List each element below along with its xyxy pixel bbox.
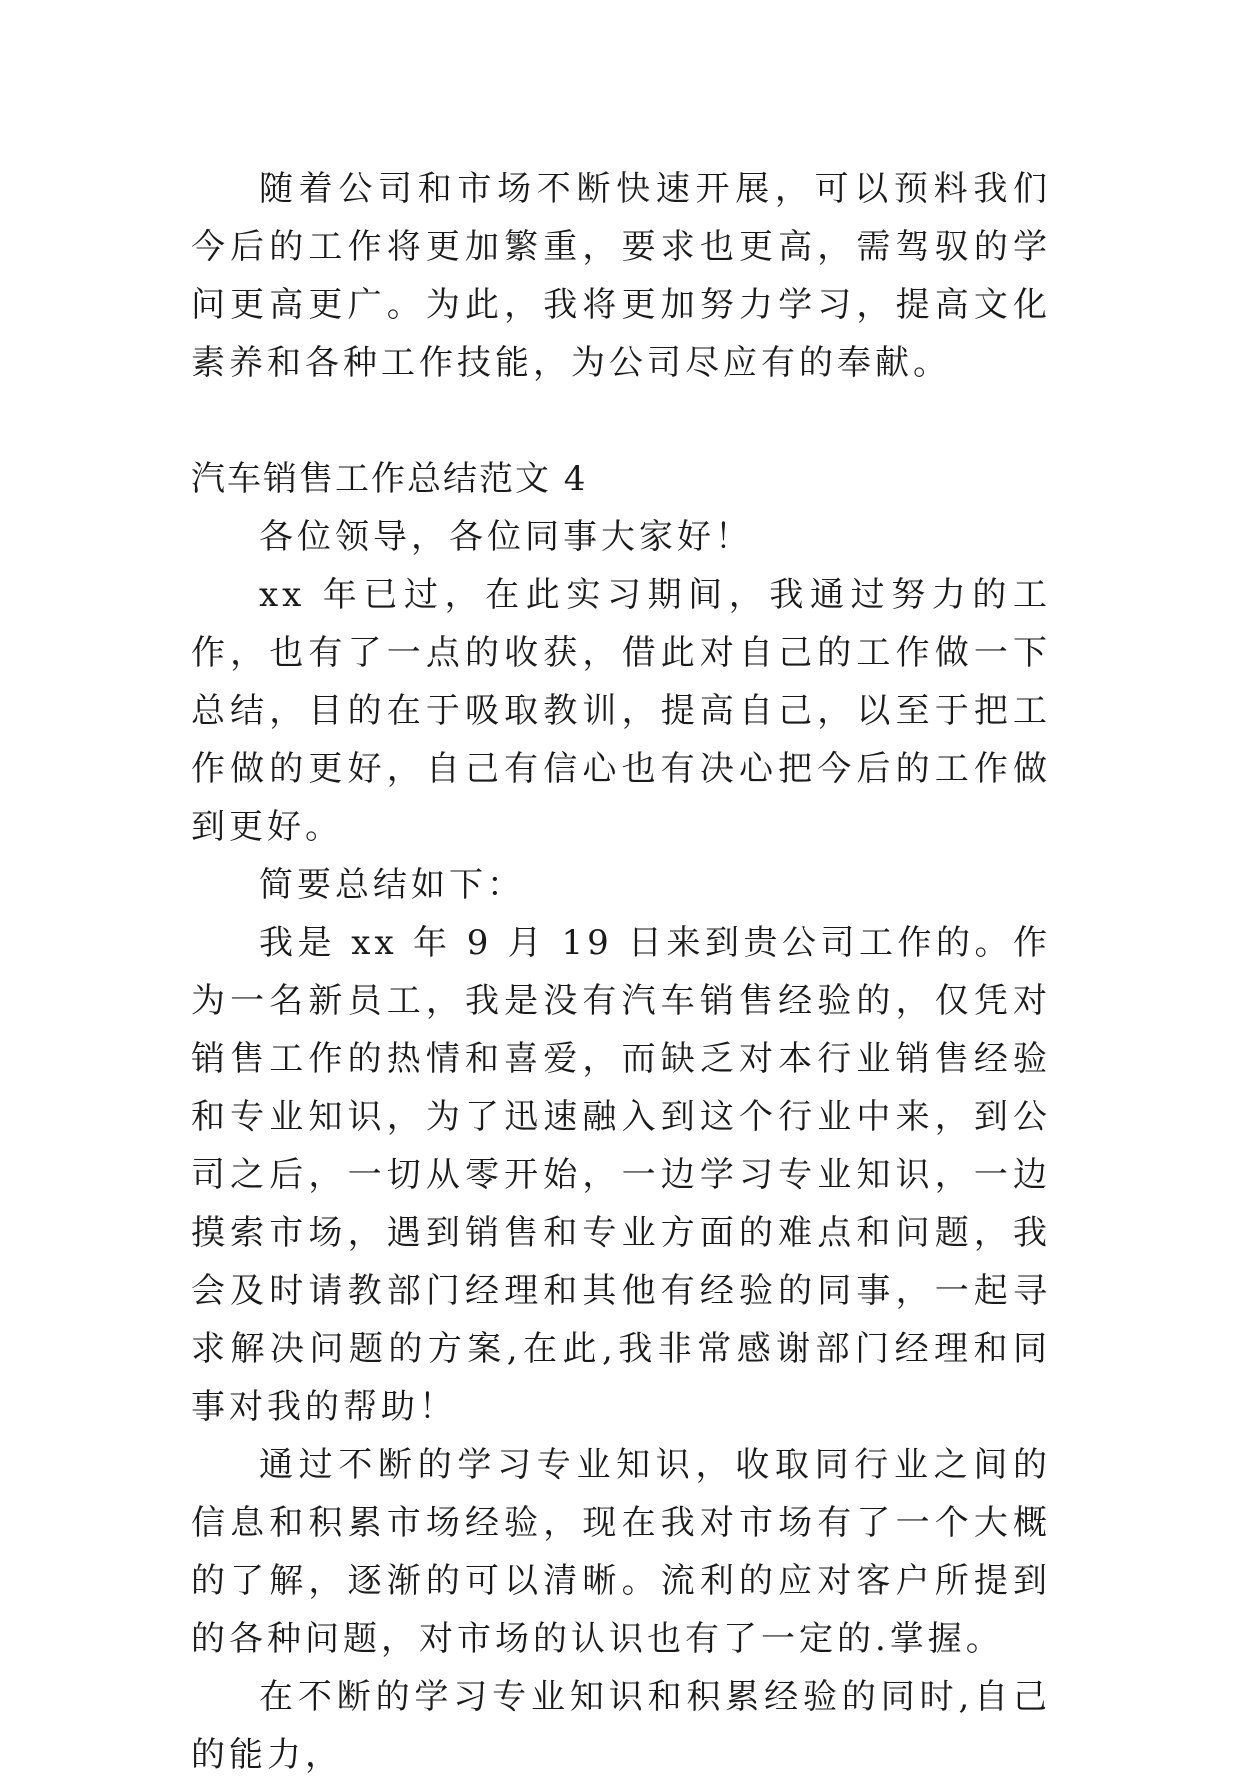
paragraph-5: 在不断的学习专业知识和积累经验的同时,自己的能力，	[191, 1677, 1051, 1775]
paragraph-4: 通过不断的学习专业知识，收取同行业之间的信息和积累市场经验，现在我对市场有了一个大概的了解，逐渐的可以清晰。流利的应对客户所提到的各种问题，对市场的认识也有了一定的.掌握。	[191, 1445, 1051, 1659]
document-body	[191, 160, 1051, 1784]
section-title: 汽车销售工作总结范文 4	[191, 459, 588, 499]
paragraph-intro: 随着公司和市场不断快速开展，可以预料我们今后的工作将更加繁重，要求也更高，需驾驭的学问更高更广。为此，我将更加努力学习，提高文化素养和各种工作技能，为公司尽应有的奉献。	[191, 169, 1051, 383]
paragraph-greeting: 各位领导，各位同事大家好！	[259, 517, 753, 557]
paragraph-3: 我是 xx 年 9 月 19 日来到贵公司工作的。作为一名新员工，我是没有汽车销售经验的，仅凭对销售工作的热情和喜爱，而缺乏对本行业销售经验和专业知识，为了迅速融入到这个行业中来，到公司之后，一切从零开始，一边学习专业知识，一边摸索市场，遇到销售和专业方面的难点和问题，我会及时请教部门经理和其他有经验的同事，一起寻求解决问题的方案,在此,我非常感谢部门经理和同事对我的帮助！	[191, 923, 1051, 1427]
paragraph-2: 简要总结如下：	[259, 865, 525, 905]
paragraph-1: xx 年已过，在此实习期间，我通过努力的工作，也有了一点的收获，借此对自己的工作做一下总结，目的在于吸取教训，提高自己，以至于把工作做的更好，自己有信心也有决心把今后的工作做到更好。	[191, 575, 1051, 847]
